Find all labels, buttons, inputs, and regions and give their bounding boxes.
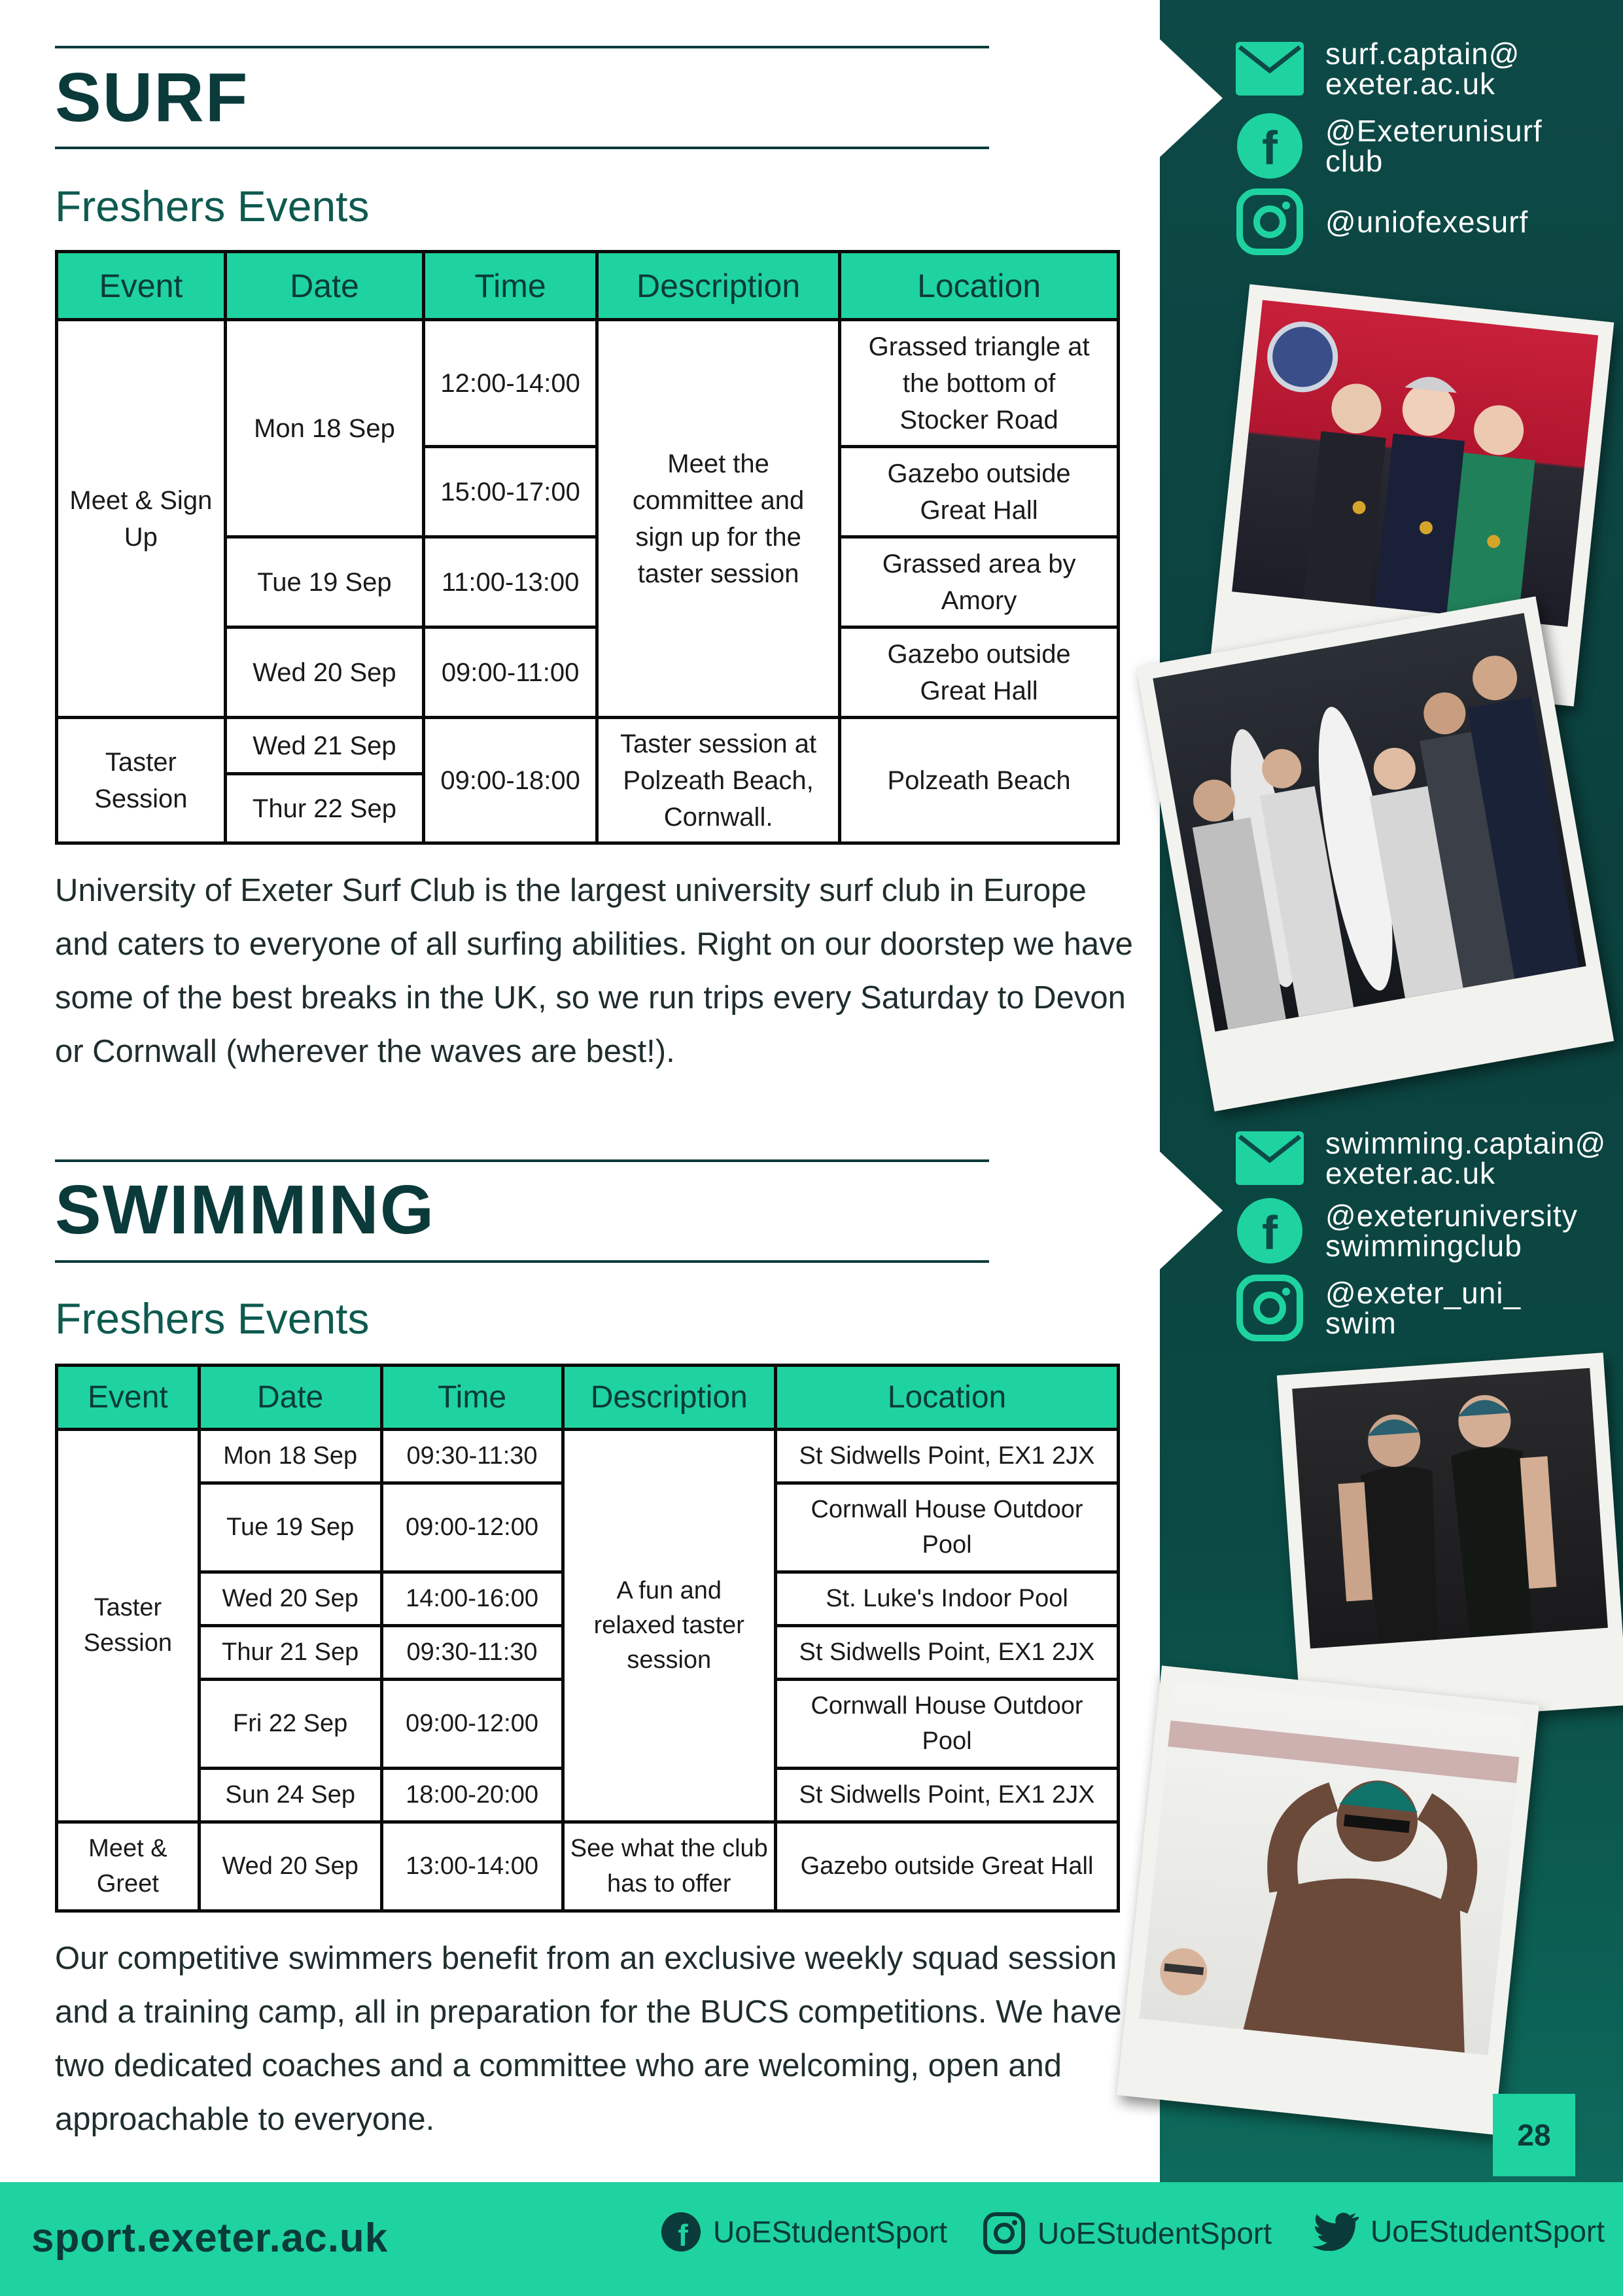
event-cell: Taster Session	[57, 718, 226, 843]
location-cell: St. Luke's Indoor Pool	[776, 1572, 1119, 1626]
divider-line	[55, 147, 989, 149]
email-line: swimming.captain@	[1325, 1126, 1607, 1160]
location-cell: St Sidwells Point, EX1 2JX	[776, 1626, 1119, 1680]
surf-instagram-contact[interactable]	[1234, 186, 1528, 258]
twitter-icon	[1312, 2212, 1359, 2251]
surf-facebook-contact[interactable]	[1234, 110, 1543, 182]
footer-twitter-link[interactable]	[1312, 2212, 1605, 2251]
surf-email-contact[interactable]	[1234, 33, 1520, 105]
section-heading: Freshers Events	[55, 1294, 370, 1343]
time-cell: 12:00-14:00	[424, 320, 597, 447]
surf-events-table	[55, 250, 1120, 845]
location-cell: Grassed area by Amory	[840, 537, 1119, 627]
date-cell: Thur 21 Sep	[199, 1626, 381, 1680]
time-cell: 09:00-12:00	[381, 1680, 563, 1769]
section-title: SWIMMING	[55, 1171, 436, 1248]
photo-surf-team	[1136, 596, 1614, 1111]
website-link[interactable]: sport.exeter.ac.uk	[31, 2216, 389, 2261]
handle-line: @uniofexesurf	[1325, 205, 1529, 239]
swimming-facebook-contact[interactable]	[1234, 1195, 1578, 1267]
table-header-row	[57, 1366, 1119, 1430]
instagram-icon	[1234, 1272, 1306, 1344]
location-cell: Cornwall House Outdoor Pool	[776, 1680, 1119, 1769]
location-cell: St Sidwells Point, EX1 2JX	[776, 1430, 1119, 1483]
column-header: Description	[563, 1366, 775, 1430]
email-line: exeter.ac.uk	[1325, 1156, 1496, 1190]
footer-facebook-link[interactable]	[661, 2212, 947, 2252]
svg-text:f: f	[1262, 122, 1278, 175]
table-row	[57, 718, 1119, 774]
date-cell: Wed 20 Sep	[225, 627, 423, 718]
date-cell: Mon 18 Sep	[225, 320, 423, 537]
instagram-icon	[983, 2212, 1026, 2255]
description-cell: Taster session at Polzeath Beach, Cornwall.	[597, 718, 840, 843]
column-header: Description	[597, 252, 840, 320]
handle-line: @Exeterunisurf	[1325, 114, 1543, 148]
email-icon	[1234, 1122, 1306, 1194]
handle-line: club	[1325, 144, 1384, 178]
facebook-handle: UoEStudentSport	[713, 2215, 948, 2249]
handle-line: swimmingclub	[1325, 1229, 1522, 1263]
location-cell: St Sidwells Point, EX1 2JX	[776, 1769, 1119, 1822]
instagram-handle: UoEStudentSport	[1038, 2216, 1272, 2250]
table-row	[57, 1822, 1119, 1911]
location-cell: Gazebo outside Great Hall	[840, 627, 1119, 718]
sidebar-notch	[1160, 39, 1223, 157]
date-cell: Tue 19 Sep	[199, 1483, 381, 1572]
date-cell: Thur 22 Sep	[225, 774, 423, 843]
location-cell: Cornwall House Outdoor Pool	[776, 1483, 1119, 1572]
column-header: Time	[381, 1366, 563, 1430]
facebook-icon	[1234, 110, 1306, 182]
instagram-icon	[1234, 186, 1306, 258]
handle-line: @exeter_uni_	[1325, 1276, 1522, 1310]
time-cell: 09:00-18:00	[424, 718, 597, 843]
email-icon	[1234, 33, 1306, 105]
column-header: Location	[840, 252, 1119, 320]
table-header-row	[57, 252, 1119, 320]
section-heading: Freshers Events	[55, 182, 370, 230]
page-title: SURF	[55, 59, 249, 136]
facebook-icon	[661, 2212, 701, 2252]
time-cell: 18:00-20:00	[381, 1769, 563, 1822]
location-cell: Grassed triangle at the bottom of Stocker Road	[840, 320, 1119, 447]
svg-text:f: f	[1262, 1207, 1278, 1260]
table-row	[57, 320, 1119, 447]
photo-swimmers-pair	[1277, 1352, 1623, 1728]
time-cell: 09:30-11:30	[381, 1626, 563, 1680]
swimming-email-contact[interactable]	[1234, 1122, 1606, 1194]
column-header: Time	[424, 252, 597, 320]
time-cell: 14:00-16:00	[381, 1572, 563, 1626]
time-cell: 13:00-14:00	[381, 1822, 563, 1911]
handle-line: swim	[1325, 1306, 1397, 1340]
time-cell: 09:30-11:30	[381, 1430, 563, 1483]
time-cell: 11:00-13:00	[424, 537, 597, 627]
page-number: 28	[1493, 2094, 1575, 2176]
location-cell: Polzeath Beach	[840, 718, 1119, 843]
column-header: Event	[57, 252, 226, 320]
facebook-icon	[1234, 1195, 1306, 1267]
email-line: surf.captain@	[1325, 37, 1520, 71]
table-row	[57, 1430, 1119, 1483]
event-cell: Meet & Sign Up	[57, 320, 226, 718]
swimming-instagram-contact[interactable]	[1234, 1272, 1521, 1344]
photo-swimmer-goggles	[1117, 1665, 1539, 2134]
date-cell: Sun 24 Sep	[199, 1769, 381, 1822]
column-header: Date	[199, 1366, 381, 1430]
column-header: Location	[776, 1366, 1119, 1430]
date-cell: Tue 19 Sep	[225, 537, 423, 627]
column-header: Date	[225, 252, 423, 320]
location-cell: Gazebo outside Great Hall	[776, 1822, 1119, 1911]
event-cell: Taster Session	[57, 1430, 200, 1822]
divider-line	[55, 1260, 989, 1263]
date-cell: Wed 21 Sep	[225, 718, 423, 774]
column-header: Event	[57, 1366, 200, 1430]
twitter-handle: UoEStudentSport	[1370, 2214, 1605, 2248]
divider-line	[55, 1159, 989, 1162]
description-cell: See what the club has to offer	[563, 1822, 775, 1911]
swimming-description: Our competitive swimmers benefit from an exclusive weekly squad session and a training camp, all in preparation for the BUCS competitions. We have two dedicated coaches and a committee who are welcoming, open and approachable to everyone.	[55, 1941, 1122, 2137]
description-cell: Meet the committee and sign up for the taster session	[597, 320, 840, 718]
swimming-events-table	[55, 1364, 1120, 1913]
description-cell: A fun and relaxed taster session	[563, 1430, 775, 1822]
handle-line: @exeteruniversity	[1325, 1199, 1578, 1233]
location-cell: Gazebo outside Great Hall	[840, 447, 1119, 537]
time-cell: 15:00-17:00	[424, 447, 597, 537]
date-cell: Mon 18 Sep	[199, 1430, 381, 1483]
sidebar-notch	[1160, 1152, 1223, 1269]
time-cell: 09:00-12:00	[381, 1483, 563, 1572]
surf-description: University of Exeter Surf Club is the largest university surf club in Europe and caters to everyone of all surfing abilities. Right on our doorstep we have some of the best breaks in the UK, so we run trips every Saturday to Devon or Cornwall (wherever the waves are best!).	[55, 873, 1133, 1069]
email-line: exeter.ac.uk	[1325, 67, 1496, 101]
time-cell: 09:00-11:00	[424, 627, 597, 718]
date-cell: Wed 20 Sep	[199, 1822, 381, 1911]
divider-line	[55, 46, 989, 48]
svg-text:f: f	[678, 2218, 688, 2252]
event-cell: Meet & Greet	[57, 1822, 200, 1911]
date-cell: Fri 22 Sep	[199, 1680, 381, 1769]
footer-instagram-link[interactable]	[983, 2212, 1272, 2255]
date-cell: Wed 20 Sep	[199, 1572, 381, 1626]
